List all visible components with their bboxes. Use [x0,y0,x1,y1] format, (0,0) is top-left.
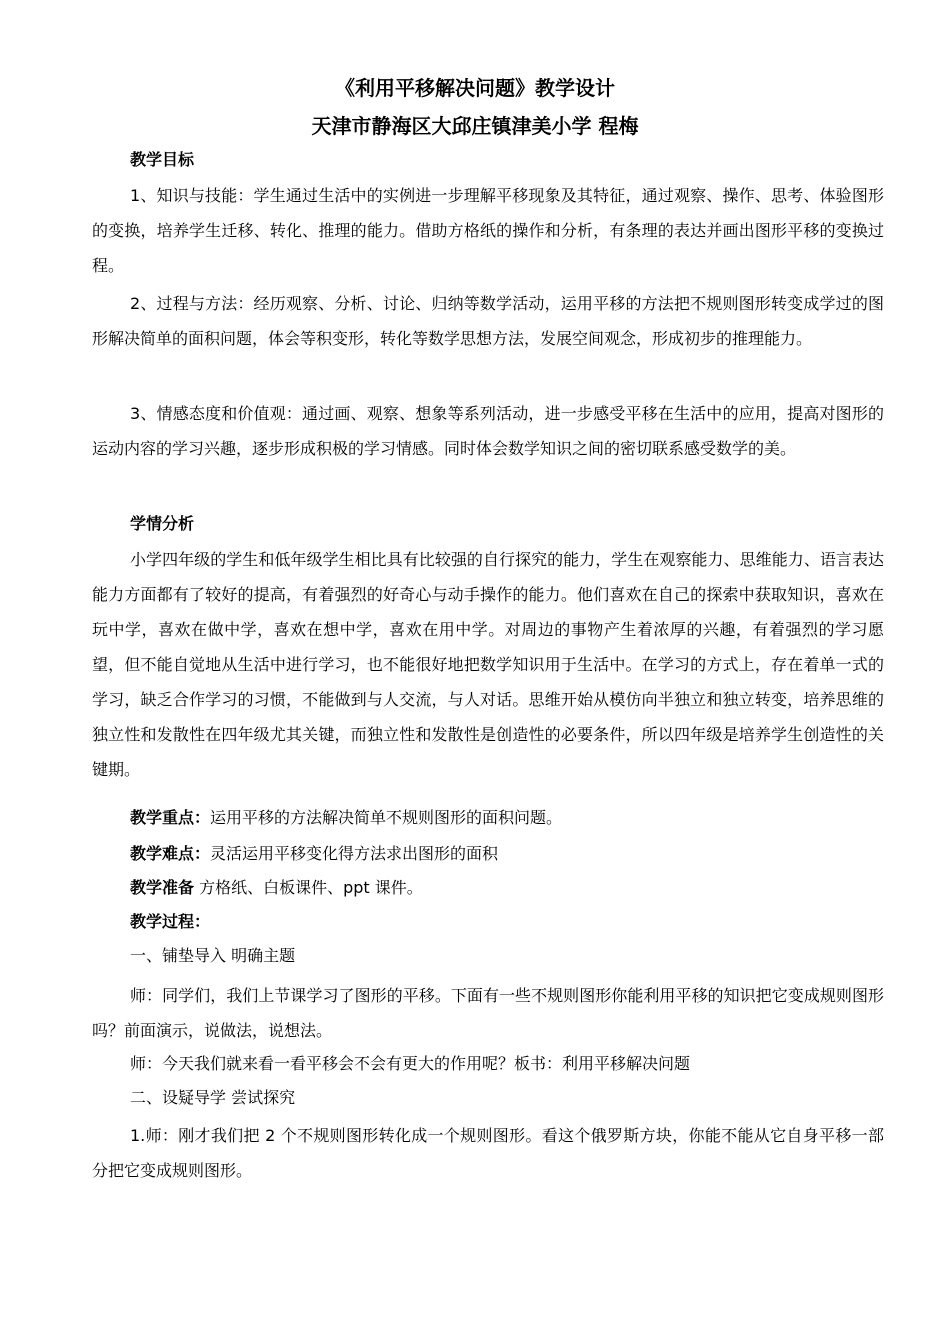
key-point-label: 教学重点： [130,808,211,827]
key-point-line [130,806,562,830]
goal-item-1: 1、知识与技能：学生通过生活中的实例进一步理解平移现象及其特征，通过观察、操作、思考、体验图形的变换，培养学生迁移、转化、推理的能力。借助方格纸的操作和分析，有条理的表达并画出图形平移的变换过程。 [92,186,884,275]
difficulty-line [130,842,498,866]
process-paragraph-2: 师：今天我们就来看一看平移会不会有更大的作用呢？板书：利用平移解决问题 [130,1054,691,1073]
key-point-text: 运用平移的方法解决简单不规则图形的面积问题。 [210,808,563,827]
document-author: 天津市静海区大邱庄镇津美小学 程梅 [311,114,639,138]
difficulty-label: 教学难点： [130,844,211,863]
process-heading: 教学过程： [130,912,211,931]
goal-item-2: 2、过程与方法：经历观察、分析、讨论、归纳等数学活动，运用平移的方法把不规则图形转变成学过的图形解决简单的面积问题，体会等积变形，转化等数学思想方法，发展空间观念，形成初步的推理能力。 [92,294,884,348]
preparation-text: 方格纸、白板课件、ppt 课件。 [194,878,423,897]
section-2-heading: 二、设疑导学 尝试探究 [130,1088,296,1107]
document-title: 《利用平移解决问题》教学设计 [335,76,615,100]
goal-item-3: 3、情感态度和价值观：通过画、观察、想象等系列活动，进一步感受平移在生活中的应用，提高对图形的运动内容的学习兴趣，逐步形成积极的学习情感。同时体会数学知识之间的密切联系感受数学的美。 [92,404,884,458]
preparation-label: 教学准备 [130,878,195,897]
analysis-heading: 学情分析 [130,514,195,533]
analysis-paragraph: 小学四年级的学生和低年级学生相比具有比较强的自行探究的能力，学生在观察能力、思维能力、语言表达能力方面都有了较好的提高，有着强烈的好奇心与动手操作的能力。他们喜欢在自己的探索中获取知识，喜欢在玩中学，喜欢在做中学，喜欢在想中学，喜欢在用中学。对周边的事物产生着浓厚的兴趣，有着强烈的学习愿望，但不能自觉地从生活中进行学习，也不能很好地把数学知识用于生活中。在学习的方式上，存在着单一式的学习，缺乏合作学习的习惯，不能做到与人交流，与人对话。思维开始从模仿向半独立和独立转变，培养思维的独立性和发散性在四年级尤其关键，而独立性和发散性是创造性的必要条件，所以四年级是培养学生创造性的关键期。 [92,550,884,779]
section-1-heading: 一、铺垫导入 明确主题 [130,946,296,965]
difficulty-text: 灵活运用平移变化得方法求出图形的面积 [210,844,499,863]
goals-heading: 教学目标 [130,150,195,169]
preparation-line [130,876,423,900]
process-paragraph-3: 1.师：刚才我们把 2 个不规则图形转化成一个规则图形。看这个俄罗斯方块，你能不能从它自身平移一部分把它变成规则图形。 [92,1126,884,1180]
process-paragraph-1: 师：同学们，我们上节课学习了图形的平移。下面有一些不规则图形你能利用平移的知识把它变成规则图形吗？前面演示，说做法，说想法。 [92,986,884,1040]
